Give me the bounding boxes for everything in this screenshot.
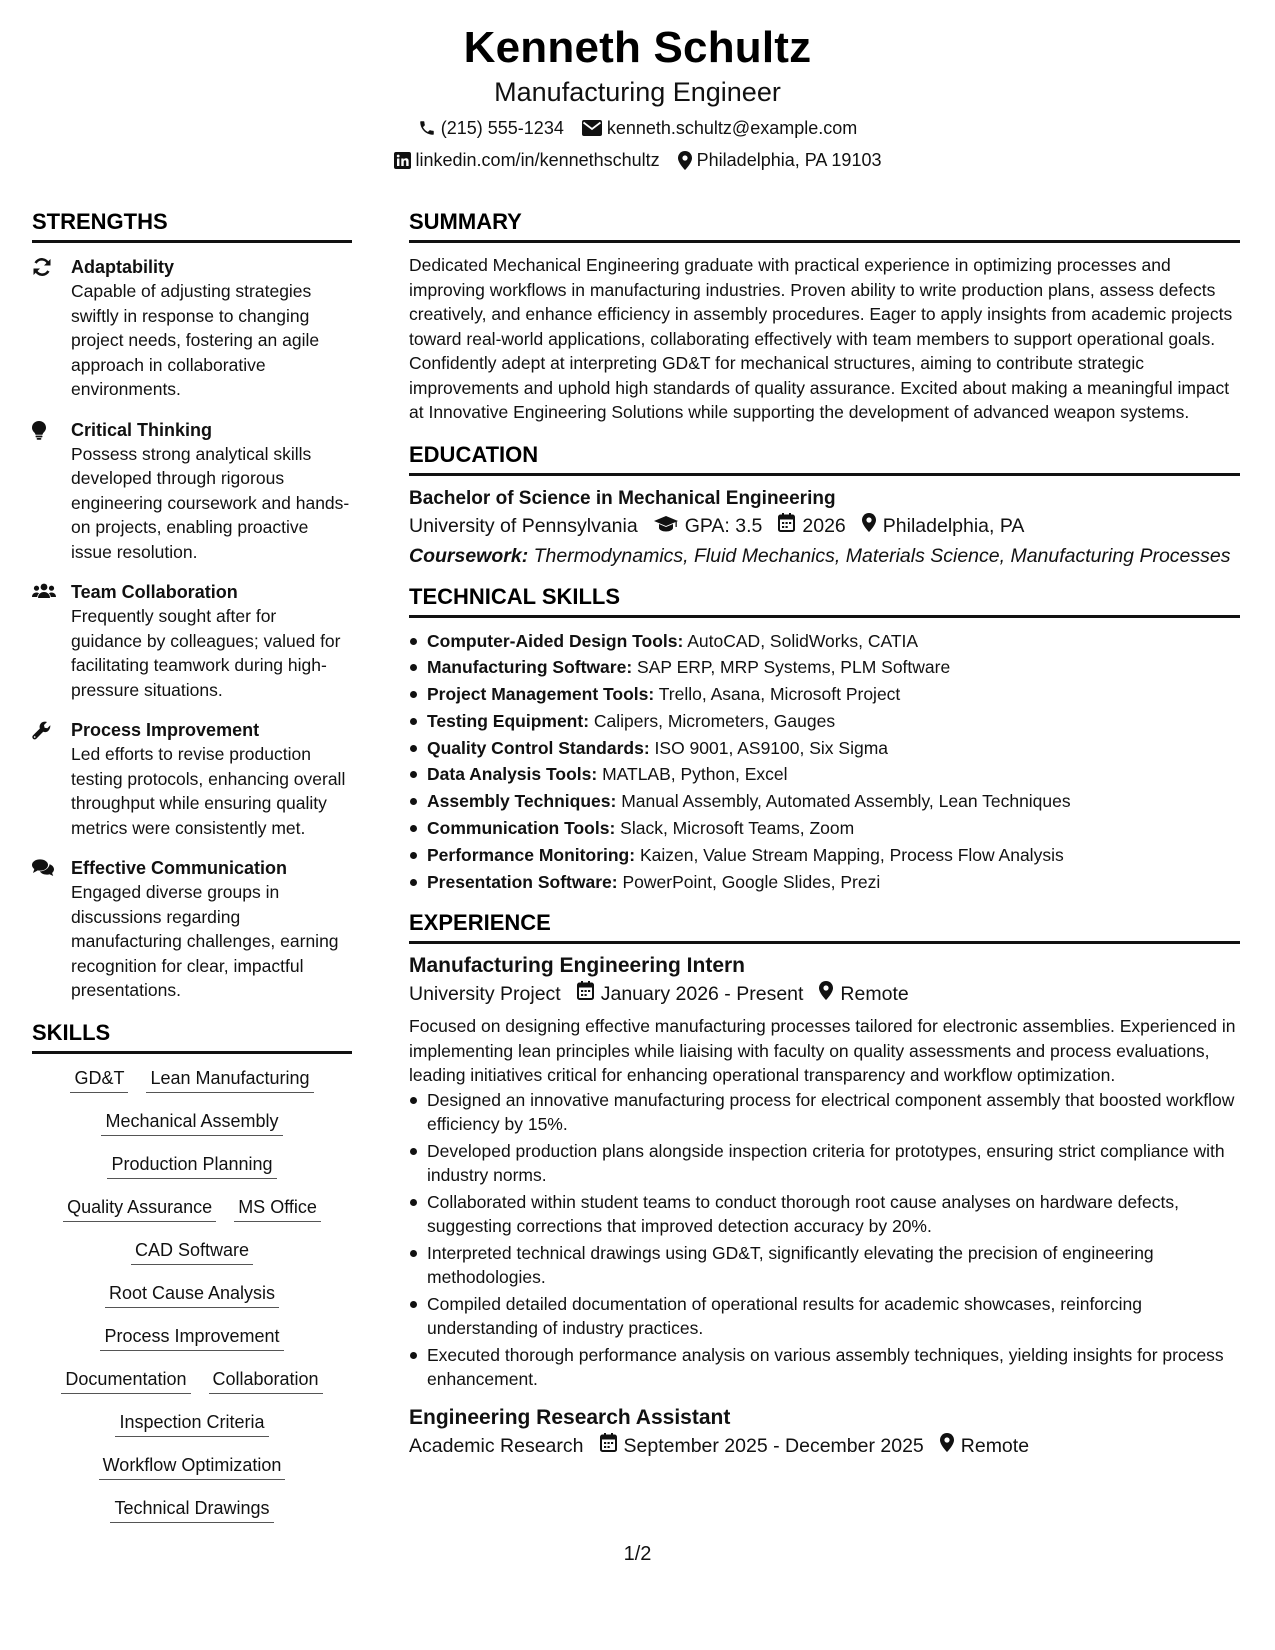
sync-icon — [32, 255, 71, 402]
skill-tag: Mechanical Assembly — [101, 1109, 282, 1136]
skill-row — [131, 1238, 253, 1265]
tech-skill-label: Manufacturing Software: — [427, 657, 633, 678]
strength-title: Process Improvement — [71, 720, 260, 740]
skill-row — [70, 1066, 313, 1093]
tech-skill-label: Testing Equipment: — [427, 710, 590, 731]
strength-desc: Capable of adjusting strategies swiftly in response to changing project needs, fostering an agile approach in collaborative environments. — [71, 281, 320, 399]
map-marker-icon — [819, 980, 833, 1008]
job-location: Remote — [840, 983, 909, 1006]
email-contact[interactable] — [582, 116, 857, 140]
tech-skill-value: PowerPoint, Google Slides, Prezi — [622, 871, 881, 892]
tech-skill-label: Presentation Software: — [427, 871, 618, 892]
tech-skill-value: MATLAB, Python, Excel — [602, 764, 788, 785]
location-contact — [678, 148, 882, 172]
location-text: Philadelphia, PA 19103 — [696, 150, 882, 170]
degree-title: Bachelor of Science in Mechanical Engineering — [409, 487, 836, 509]
strength-desc: Led efforts to revise production testing protocols, enhancing overall throughput while ensuring quality metrics were consistently met. — [71, 744, 346, 838]
skills-heading: SKILLS — [32, 1019, 352, 1054]
tech-skill-label: Quality Control Standards: — [427, 737, 650, 758]
job-dates-item — [600, 1432, 924, 1460]
technical-skills-list — [409, 628, 1240, 896]
right-column — [409, 208, 1240, 1460]
summary-heading: SUMMARY — [409, 208, 1240, 243]
skill-tag: Technical Drawings — [110, 1496, 273, 1523]
education-location-text: Philadelphia, PA — [882, 514, 1025, 537]
job-title: Engineering Research Assistant — [409, 1405, 731, 1429]
skill-tag: Lean Manufacturing — [146, 1066, 313, 1093]
skill-tag: Process Improvement — [100, 1324, 283, 1351]
candidate-role: Manufacturing Engineer — [494, 77, 781, 107]
users-icon — [32, 580, 71, 702]
list-item — [409, 869, 1240, 896]
skill-tag: Documentation — [61, 1367, 190, 1394]
email-text: kenneth.schultz@example.com — [606, 118, 858, 138]
strengths-list — [32, 255, 352, 1003]
list-item — [409, 681, 1240, 708]
list-item: Interpreted technical drawings using GD&T, significantly elevating the precision of engineering methodologies. — [409, 1241, 1240, 1290]
wrench-icon — [32, 718, 71, 840]
tech-skill-label: Computer-Aided Design Tools: — [427, 630, 684, 651]
graduation-year-text: 2026 — [802, 514, 846, 537]
left-column — [32, 208, 352, 1539]
strength-title: Effective Communication — [71, 858, 288, 878]
tech-skill-value: Calipers, Micrometers, Gauges — [593, 710, 836, 731]
job-entry — [409, 952, 1240, 1392]
coursework-text: Thermodynamics, Fluid Mechanics, Materials Science, Manufacturing Processes — [533, 544, 1231, 567]
education-meta — [409, 512, 1240, 540]
candidate-name: Kenneth Schultz — [463, 23, 812, 72]
skill-tag: Quality Assurance — [63, 1195, 216, 1222]
comments-icon — [32, 856, 71, 1003]
list-item — [409, 815, 1240, 842]
tech-skill-value: Kaizen, Value Stream Mapping, Process Flow Analysis — [639, 844, 1064, 865]
strength-desc: Frequently sought after for guidance by colleagues; valued for facilitating teamwork during high-pressure situations. — [71, 606, 341, 700]
skill-tag: GD&T — [70, 1066, 128, 1093]
skill-tag: Collaboration — [209, 1367, 323, 1394]
strength-item — [32, 255, 352, 402]
envelope-icon — [582, 120, 602, 136]
tech-skill-value: AutoCAD, SolidWorks, CATIA — [687, 630, 919, 651]
list-item — [409, 788, 1240, 815]
skill-tag: Production Planning — [107, 1152, 276, 1179]
phone-contact[interactable] — [418, 116, 564, 140]
technical-skills-heading: TECHNICAL SKILLS — [409, 583, 1240, 618]
skill-row — [101, 1109, 282, 1136]
tech-skill-value: ISO 9001, AS9100, Six Sigma — [654, 737, 889, 758]
list-item: Compiled detailed documentation of operational results for academic showcases, reinforcing understanding of industry practices. — [409, 1292, 1240, 1341]
map-marker-icon — [862, 512, 876, 540]
skill-row — [63, 1195, 321, 1222]
calendar-icon — [577, 980, 594, 1008]
job-description: Focused on designing effective manufacturing processes tailored for electronic assemblies. Experienced in implementing lean principles while liaising with faculty on quality assessments and process evaluations, leading initiatives critical for enhancing operational transparency and workflow optimization. — [409, 1016, 1236, 1086]
phone-text: (215) 555-1234 — [440, 118, 564, 138]
skill-tag: Workflow Optimization — [99, 1453, 286, 1480]
tech-skill-value: Manual Assembly, Automated Assembly, Lean Techniques — [621, 791, 1071, 812]
job-dates: September 2025 - December 2025 — [623, 1434, 924, 1457]
list-item: Developed production plans alongside inspection criteria for prototypes, ensuring strict compliance with industry norms. — [409, 1139, 1240, 1188]
job-bullets — [409, 1088, 1240, 1392]
skill-tag: CAD Software — [131, 1238, 253, 1265]
gpa-text: GPA: 3.5 — [684, 514, 763, 537]
strength-title: Critical Thinking — [71, 419, 213, 440]
skill-tag: Inspection Criteria — [115, 1410, 268, 1437]
school-name: University of Pennsylvania — [409, 514, 638, 537]
linkedin-contact[interactable] — [394, 148, 660, 172]
strength-desc: Possess strong analytical skills developed through rigorous engineering coursework and hands-on projects, enabling proactive issue resolution. — [71, 443, 350, 562]
coursework — [409, 544, 1240, 569]
list-item: Executed thorough performance analysis on various assembly techniques, yielding insights for process enhancement. — [409, 1343, 1240, 1392]
education-location-item — [862, 512, 1025, 540]
strength-desc: Engaged diverse groups in discussions regarding manufacturing challenges, earning recognition for clear, impactful presentations. — [71, 882, 339, 1000]
list-item — [409, 761, 1240, 788]
job-org: Academic Research — [409, 1434, 584, 1457]
skill-tag: Root Cause Analysis — [105, 1281, 279, 1308]
job-location-item — [819, 980, 908, 1008]
skill-tag: MS Office — [234, 1195, 321, 1222]
map-marker-icon — [940, 1432, 954, 1460]
strength-item — [32, 718, 352, 840]
skill-row — [105, 1281, 279, 1308]
linkedin-text: linkedin.com/in/kennethschultz — [415, 150, 660, 170]
job-meta — [409, 1432, 1240, 1460]
list-item: Designed an innovative manufacturing process for electrical component assembly that boosted workflow efficiency by 15%. — [409, 1088, 1240, 1137]
tech-skill-value: Slack, Microsoft Teams, Zoom — [620, 818, 855, 839]
list-item — [409, 654, 1240, 681]
resume-header — [0, 22, 1275, 172]
tech-skill-label: Communication Tools: — [427, 818, 616, 839]
job-location-item — [940, 1432, 1029, 1460]
map-marker-icon — [678, 151, 692, 170]
job-dates-item — [577, 980, 804, 1008]
summary-text: Dedicated Mechanical Engineering graduate with practical experience in optimizing processes and improving workflows in manufacturing industries. Proven ability to write production plans, assess defects creatively, and enhance efficiency in assembly procedures. Eager to apply insights from academic projects toward real-world applications, collaborating effectively with team members to support operational goals. Confidently adept at interpreting GD&T for mechanical structures, aiming to contribute strategic improvements and uphold high standards of quality assurance. Excited about making a meaningful impact at Innovative Engineering Solutions while supporting the development of advanced weapon systems. — [409, 255, 1233, 422]
strength-title: Adaptability — [71, 257, 175, 277]
job-title: Manufacturing Engineering Intern — [409, 954, 746, 978]
phone-icon — [418, 119, 436, 137]
skill-row — [110, 1496, 273, 1523]
strength-item — [32, 580, 352, 702]
skills-list — [32, 1066, 352, 1539]
skill-row — [99, 1453, 286, 1480]
contact-row-2 — [0, 148, 1275, 172]
tech-skill-label: Performance Monitoring: — [427, 844, 636, 865]
education-heading: EDUCATION — [409, 441, 1240, 476]
skill-row — [100, 1324, 283, 1351]
skill-row — [107, 1152, 276, 1179]
job-entry — [409, 1404, 1240, 1460]
coursework-label: Coursework: — [409, 544, 529, 567]
tech-skill-label: Data Analysis Tools: — [427, 764, 598, 785]
calendar-icon — [600, 1432, 617, 1460]
tech-skill-value: SAP ERP, MRP Systems, PLM Software — [637, 657, 951, 678]
linkedin-icon — [394, 152, 411, 169]
job-dates: January 2026 - Present — [600, 983, 804, 1006]
list-item: Collaborated within student teams to conduct thorough root cause analyses on hardware defects, suggesting corrections that improved detection accuracy by 20%. — [409, 1190, 1240, 1239]
tech-skill-label: Project Management Tools: — [427, 684, 655, 705]
job-meta — [409, 980, 1240, 1008]
job-location: Remote — [960, 1434, 1030, 1457]
gpa-item — [654, 512, 763, 540]
strength-item — [32, 856, 352, 1003]
job-org: University Project — [409, 983, 561, 1006]
tech-skill-value: Trello, Asana, Microsoft Project — [658, 684, 901, 705]
strengths-heading: STRENGTHS — [32, 208, 352, 243]
experience-heading: EXPERIENCE — [409, 909, 1240, 944]
tech-skill-label: Assembly Techniques: — [427, 791, 617, 812]
strength-title: Team Collaboration — [71, 582, 238, 602]
contact-row-1 — [0, 116, 1275, 140]
skill-row — [115, 1410, 268, 1437]
lightbulb-icon — [32, 418, 71, 565]
list-item — [409, 628, 1240, 655]
list-item — [409, 842, 1240, 869]
list-item — [409, 708, 1240, 735]
graduation-cap-icon — [654, 512, 678, 540]
skill-row — [61, 1367, 322, 1394]
strength-item — [32, 418, 352, 565]
list-item — [409, 735, 1240, 762]
calendar-icon — [778, 512, 795, 540]
page-number: 1/2 — [623, 1543, 652, 1565]
graduation-year-item — [778, 512, 845, 540]
